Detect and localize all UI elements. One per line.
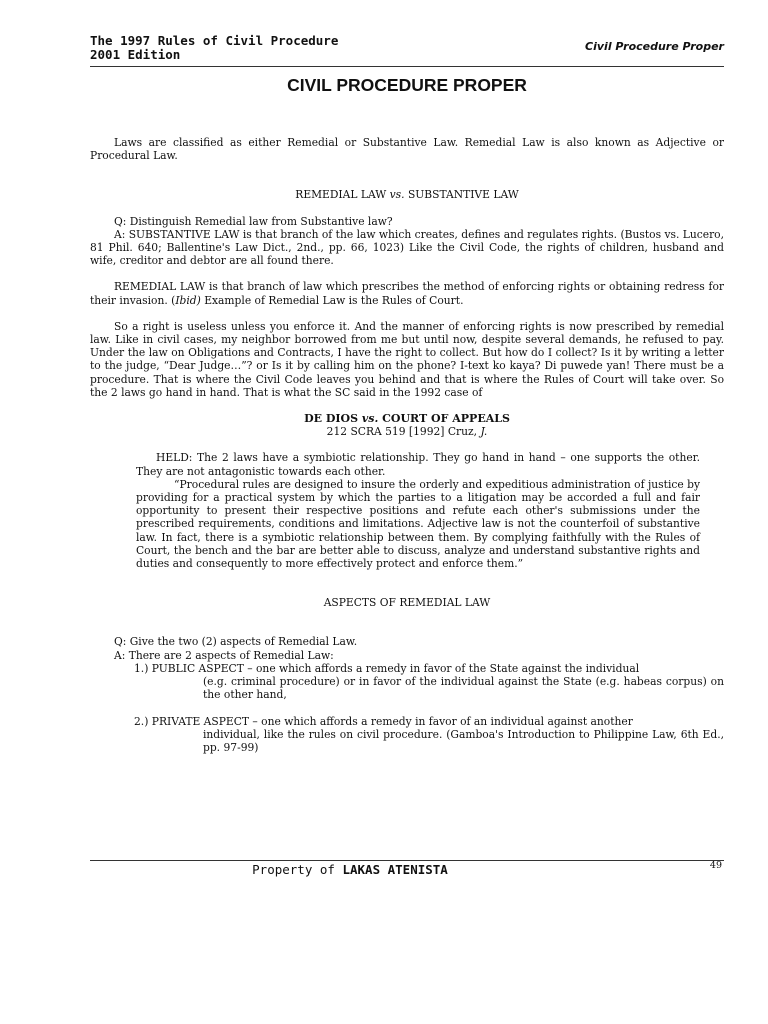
aspect-2-continuation: individual, like the rules on civil procedure. (Gamboa's Introduction to Philippine Law, 6th Ed., pp. 97-99): [203, 727, 724, 754]
header-line-1: The 1997 Rules of Civil Procedure: [90, 33, 339, 48]
header-chapter-title: Civil Procedure Proper: [585, 40, 724, 53]
page-header: [90, 34, 724, 64]
intro-paragraph: Laws are classified as either Remedial or Substantive Law. Remedial Law is also known as Adjective or Procedural Law.: [90, 136, 724, 163]
case-citation-text: 212 SCRA 519 [1992] Cruz,: [326, 425, 481, 439]
case-justice: J.: [480, 425, 488, 439]
remedial-law-definition: [90, 280, 724, 306]
quoted-ruling: “Procedural rules are designed to insure the orderly and expeditious administration of justice by providing for a practical system by which the parties to a litigation may be accorded a full and fair opportunity to present their respective positions and refute each other's submissions under the prescribed requirements, conditions and limitations. Adjective law is not the counterfoil of substantive law. In fact, there is a symbiotic relationship between them. By complying faithfully with the Rules of Court, the bench and the bar are better able to discuss, analyze and understand substantive rights and duties and consequently to more effectively protect and enforce them.”: [136, 477, 700, 571]
document-page: [90, 34, 724, 754]
section-heading-aspects: ASPECTS OF REMEDIAL LAW: [323, 596, 491, 610]
section-heading-vs: vs.: [389, 188, 405, 202]
header-line-2: 2001 Edition: [90, 47, 181, 62]
page-number: 49: [709, 860, 722, 871]
section-heading-remedial-vs-substantive: [90, 188, 724, 201]
remedial-text-post: Example of Remedial Law is the Rules of Court.: [200, 293, 464, 307]
case-party-1: DE DIOS: [304, 412, 362, 426]
held-block: [136, 451, 700, 570]
held-paragraph: HELD: The 2 laws have a symbiotic relationship. They go hand in hand – one supports the other. They are not antagonistic towards each other.: [136, 451, 700, 478]
question-2: Q: Give the two (2) aspects of Remedial Law.: [114, 635, 358, 649]
aspect-2-heading: 2.) PRIVATE ASPECT – one which affords a remedy in favor of an individual against another: [134, 714, 633, 728]
section-heading-left: REMEDIAL LAW: [295, 188, 390, 202]
footer-ownership: [90, 862, 610, 877]
header-divider: [90, 66, 724, 67]
enforcement-paragraph: So a right is useless unless you enforce it. And the manner of enforcing rights is now prescribed by remedial law. Like in civil cases, my neighbor borrowed from me but until now, despite several demands, he refused to pay. Under the law on Obligations and Contracts, I have the right to collect. But how do I collect? Is it by writing a letter to the judge, “Dear Judge…”? or Is it by calling him on the phone? I-text ko kaya? Di puwede yan! There must be a procedure. That is where the Civil Code leaves you behind and that is where the Rules of Court will take over. So the 2 laws go hand in hand. That is what the SC said in the 1992 case of: [90, 319, 724, 399]
question-1: Q: Distinguish Remedial law from Substantive law?: [114, 214, 393, 228]
section-heading-right: SUBSTANTIVE LAW: [404, 188, 519, 202]
remedial-text-pre: REMEDIAL LAW is that branch of law which prescribes the method of enforcing rights or obtaining redress for their invasion. (: [90, 280, 724, 307]
aspect-1-continuation: (e.g. criminal procedure) or in favor of the individual against the State (e.g. habeas corpus) on the other hand,: [203, 675, 724, 702]
case-party-2: COURT OF APPEALS: [378, 412, 510, 426]
footer-divider: [90, 860, 724, 861]
case-vs: vs.: [361, 412, 379, 426]
page-title: CIVIL PROCEDURE PROPER: [287, 75, 527, 95]
footer-owner: LAKAS ATENISTA: [342, 862, 448, 877]
answer-1: A: SUBSTANTIVE LAW is that branch of the law which creates, defines and regulates rights. (Bustos vs. Lucero, 81 Phil. 640; Ballentine's Law Dict., 2nd., pp. 66, 1023) Like the Civil Code, the rights of children, husband and wife, creditor and debtor are all found there.: [90, 227, 725, 268]
footer-prefix: Property of: [252, 862, 343, 877]
case-citation: [90, 425, 724, 438]
ibid-citation: Ibid): [175, 293, 201, 307]
answer-2: A: There are 2 aspects of Remedial Law:: [114, 648, 334, 662]
case-title: [90, 412, 724, 425]
aspect-1-heading: 1.) PUBLIC ASPECT – one which affords a remedy in favor of the State against the individual: [134, 661, 640, 675]
